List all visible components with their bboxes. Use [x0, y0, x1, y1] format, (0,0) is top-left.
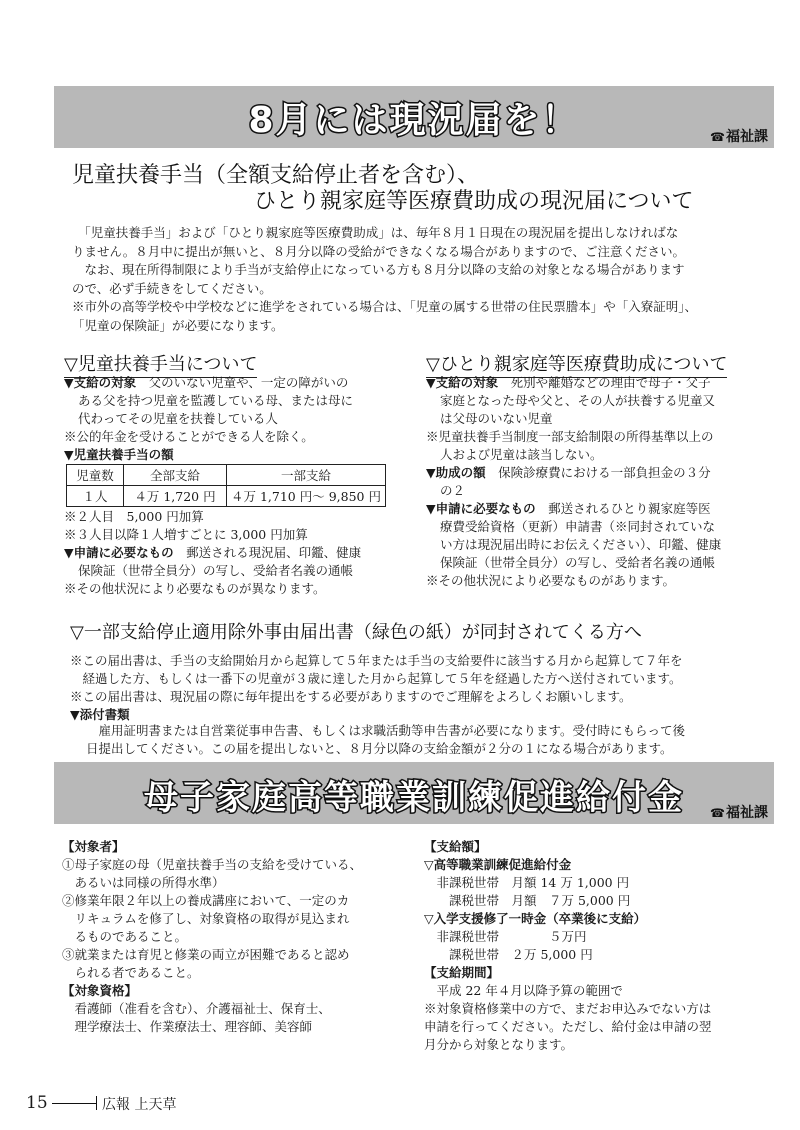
completion-line: 非課税世帯 ５万円 [424, 929, 587, 944]
table-header: 児童数 [67, 465, 124, 486]
target-persons-line: ②修業年限２年以上の養成講座において、一定のカ [62, 893, 350, 908]
attach-line: 雇用証明書または自営業従事申告書、もしくは求職活動等申告書が必要になります。受付時にもらって後 [86, 723, 686, 738]
addition-note: ※３人目以降１人増すごとに 3,000 円加算 [64, 527, 308, 542]
left-target-line: 代わってその児童を扶養している人 [78, 411, 278, 426]
title-banner [54, 762, 774, 824]
department-label [710, 126, 768, 146]
left-target-label: ▼支給の対象 [64, 375, 137, 390]
grant-label: ▽高等職業訓練促進給付金 [424, 857, 572, 872]
left-target-line: ある父を持つ児童を監護している母、または母に [78, 393, 354, 408]
footer-rule [52, 1103, 96, 1104]
allowance-table [66, 464, 386, 507]
right-docs-line: 保険証（世帯全員分）の写し、受給者名義の通帳 [440, 555, 716, 570]
qualification-line: 理学療法士、作業療法士、理容師、美容師 [62, 1019, 313, 1034]
intro-line: りません。８月中に提出が無いと、８月分以降の受給ができなくなる場合がありますので、ご注意ください。 [72, 243, 686, 259]
footer-divider [96, 1096, 97, 1110]
target-persons-line: るものであること。 [62, 929, 188, 944]
attach-label: ▼添付書類 [70, 707, 130, 722]
amount-label: ▼児童扶養手当の額 [64, 447, 174, 462]
left-docs-label: ▼申請に必要なもの [64, 545, 174, 560]
addition-note: ※２人目 5,000 円加算 [64, 509, 204, 524]
period-line: 申請を行ってください。ただし、給付金は申請の翌 [424, 1019, 712, 1034]
subtitle-line-2: ひとり親家庭等医療費助成の現況届について [254, 189, 694, 214]
right-section-heading: ▽ひとり親家庭等医療費助成について [426, 350, 727, 378]
completion-label: ▽入学支援修了一時金（卒業後に支給） [424, 911, 647, 926]
exemption-line: 経過した方、もしくは一番下の児童が３歳に達した月から起算して５年を経過した方へ送付されています。 [70, 671, 682, 686]
target-persons-label: 【対象者】 [62, 839, 125, 854]
target-persons-line: られる者であること。 [62, 965, 200, 980]
department-name: 福祉課 [726, 129, 768, 145]
right-aid-line: ▼助成の額 保険診療費における一部負担金の３分 [426, 465, 711, 480]
right-aid-line: の２ [440, 483, 466, 498]
intro-line: 「児童の保険証」が必要になります。 [72, 317, 284, 333]
qualification-label: 【対象資格】 [62, 983, 138, 998]
period-line: ※対象資格修業中の方で、まだお申込みでない方は [424, 1001, 712, 1016]
banner-title: 8月には現況届を！ [248, 100, 580, 141]
exemption-heading: ▽一部支給停止適用除外事由届出書（緑色の紙）が同封されてくる方へ [70, 622, 642, 643]
title-banner [54, 86, 774, 148]
pension-note: ※公的年金を受けることができる人を除く。 [64, 429, 314, 444]
right-target-label: ▼支給の対象 [426, 375, 499, 390]
target-persons-line: リキュラムを修了し、対象資格の取得が見込まれ [62, 911, 350, 926]
table-cell: ４万 1,710 円～ 9,850 円 [227, 486, 386, 507]
intro-paragraph [72, 224, 732, 335]
intro-line: 「児童扶養手当」および「ひとり親家庭等医療費助成」は、毎年８月１日現在の現況届を提出しなければな [72, 225, 679, 240]
table-header: 全部支給 [124, 465, 227, 486]
table-cell: １人 [67, 486, 124, 507]
telephone-icon: ☎ [710, 130, 725, 144]
exemption-line: ※この届出書は、現況届の際に毎年提出をする必要がありますのでご理解をよろしくお願いします。 [70, 689, 632, 704]
left-docs-line: ▼申請に必要なもの 郵送される現況届、印鑑、健康 [64, 545, 362, 560]
right-note-line: ※児童扶養手当制度一部支給制限の所得基準以上の [426, 429, 714, 444]
telephone-icon: ☎ [710, 806, 725, 820]
right-target-line: 家庭となった母や父と、その人が扶養する児童又 [440, 393, 716, 408]
attach-line: 日提出してください。この届を提出しないと、８月分以降の支給金額が２分の１になる場合があります。 [86, 741, 673, 756]
department-name: 福祉課 [726, 805, 768, 821]
right-docs-line: ▼申請に必要なもの 郵送されるひとり親家庭等医 [426, 501, 711, 516]
table-header: 一部支給 [227, 465, 386, 486]
intro-line: なお、現在所得制限により手当が支給停止になっている方も８月分以降の支給の対象となる場合があります [72, 262, 685, 277]
banner-title: 母子家庭高等職業訓練促進給付金 [144, 778, 684, 818]
right-target-line: ▼支給の対象 死別や離婚などの理由で母子・父子 [426, 375, 711, 390]
right-docs-line: い方は現況届出時にお伝えください）、印鑑、健康 [440, 537, 722, 552]
table-header-row [67, 465, 386, 486]
completion-line: 課税世帯 ２万 5,000 円 [424, 947, 593, 962]
period-label: 【支給期間】 [424, 965, 500, 980]
table-cell: ４万 1,720 円 [124, 486, 227, 507]
intro-line: ので、必ず手続きをしてください。 [72, 280, 272, 296]
exemption-line: ※この届出書は、手当の支給開始月から起算して５年または手当の支給要件に該当する月から起算して７年を [70, 653, 683, 668]
left-docs-line: 保険証（世帯全員分）の写し、受給者名義の通帳 [78, 563, 354, 578]
publication-name: 広報 上天草 [102, 1097, 177, 1113]
grant-line: 課税世帯 月額 ７万 5,000 円 [424, 893, 631, 908]
right-note-line: 人および児童は該当しない。 [440, 447, 603, 462]
benefit-amount-label: 【支給額】 [424, 839, 487, 854]
right-docs-line: 療費受給資格（更新）申請書（※同封されていな [440, 519, 716, 534]
period-line: 月分から対象となります。 [424, 1037, 574, 1052]
left-other-note: ※その他状況により必要なものが異なります。 [64, 581, 326, 596]
left-section-heading: ▽児童扶養手当について [64, 350, 257, 378]
target-persons-line: ③就業または育児と修業の両立が困難であると認め [62, 947, 350, 962]
qualification-line: 看護師（准看を含む）、介護福祉士、保育士、 [62, 1001, 331, 1016]
table-row [67, 486, 386, 507]
subtitle-line-1: 児童扶養手当（全額支給停止者を含む）、 [72, 163, 480, 188]
department-label [710, 802, 768, 822]
target-persons-line: ①母子家庭の母（児童扶養手当の支給を受けている、 [62, 857, 363, 872]
right-aid-label: ▼助成の額 [426, 465, 486, 480]
left-target-line: ▼支給の対象 父のいない児童や、一定の障がいの [64, 375, 349, 390]
right-target-line: は父母のいない児童 [440, 411, 553, 426]
intro-line: ※市外の高等学校や中学校などに進学をされている場合は、「児童の属する世帯の住民票謄本」や「入寮証明」、 [72, 299, 698, 314]
target-persons-line: あるいは同様の所得水準） [62, 875, 225, 890]
period-line: 平成 22 年４月以降予算の範囲で [424, 983, 623, 998]
right-other-note: ※その他状況により必要なものがあります。 [426, 573, 676, 588]
page-number: 15 [26, 1093, 48, 1113]
right-docs-label: ▼申請に必要なもの [426, 501, 536, 516]
grant-line: 非課税世帯 月額 14 万 1,000 円 [424, 875, 630, 890]
